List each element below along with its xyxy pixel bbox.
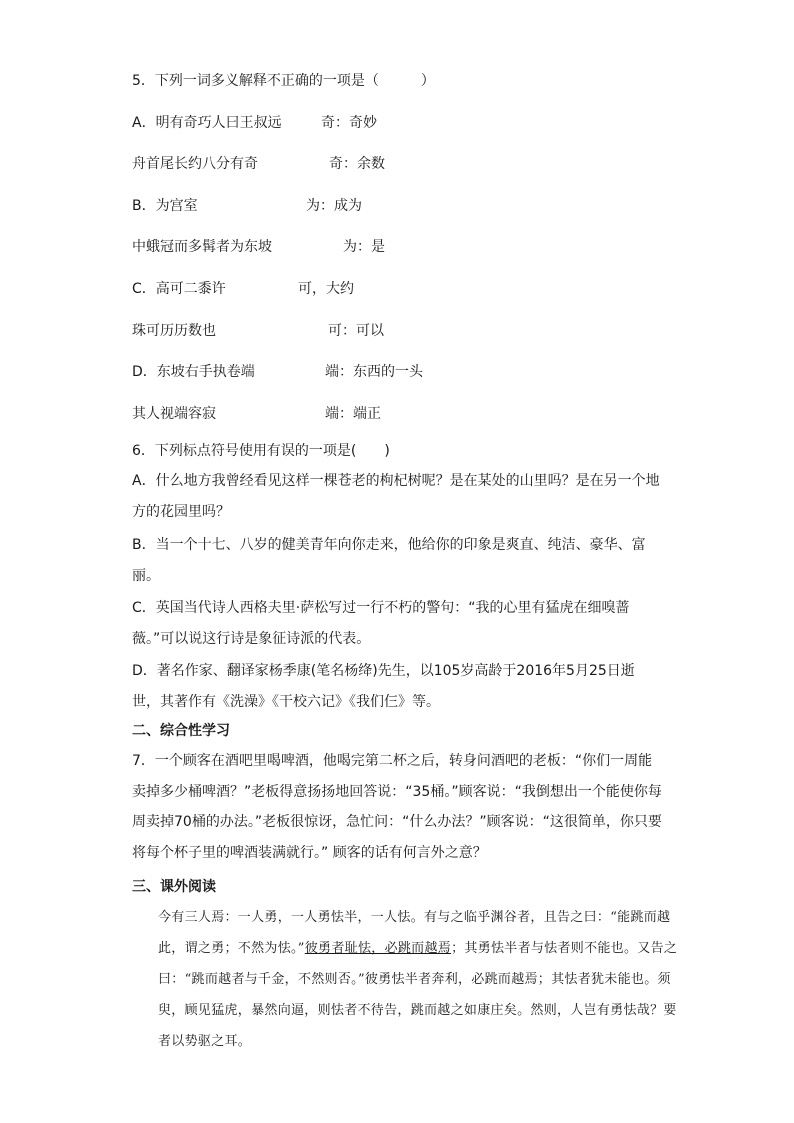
q5-row-d1-text: D．东坡右手执卷端 [132,364,255,380]
q5-row-b2 [132,237,632,257]
q5-row-c1-meaning: 可，大约 [298,281,354,297]
q6-stem: 6．下列标点符号使用有误的一项是( ) [132,443,390,459]
section-2-title: 二、综合性学习 [132,723,230,739]
q5-row-d2-meaning: 端：端正 [325,406,381,422]
reading-passage [132,902,688,1057]
q6-option-d: D．著名作家、翻译家杨季康(笔名杨绛)先生，以105岁高龄于2016年5月25日逝世，其著作有《洗澡》《干校六记》《我们仨》等。 [132,663,635,710]
q5-row-a2-text: 舟首尾长约八分有奇 [132,156,258,172]
q5-row-b2-text: 中蛾冠而多髯者为东坡 [132,239,272,255]
q6-option-b: B．当一个十七、八岁的健美青年向你走来，他给你的印象是爽直、纯洁、豪华、富丽。 [132,537,646,584]
q5-row-c2-text: 珠可历历数也 [132,323,216,339]
q5-row-b1-meaning: 为：成为 [306,198,362,214]
q7-text: 7．一个顾客在酒吧里喝啤酒，他喝完第二杯之后，转身问酒吧的老板：“你们一周能卖掉多少桶啤酒？”老板得意扬扬地回答说：“35桶。”顾客说：“我倒想出一个能使你每周卖掉70桶的办法。”老板很惊讶，急忙问：“什么办法？”顾客说：“这很简单，你只要将每个杯子里的啤酒装满就行。” 顾客的话有何言外之意？ [132,753,662,861]
q5-row-b1-text: B．为宫室 [132,198,198,214]
q5-row-d2-text: 其人视端容寂 [132,406,216,422]
q6-option-a: A．什么地方我曾经看见这样一棵苍老的枸杞树呢？是在某处的山里吗？是在另一个地方的花园里吗？ [132,473,660,520]
q5-row-d2 [132,404,632,424]
q5-row-d1 [132,362,632,382]
q5-row-c2-meaning: 可：可以 [328,323,384,339]
q5-row-c2 [132,321,632,341]
q5-row-b2-meaning: 为：是 [343,239,385,255]
q6-option-c: C．英国当代诗人西格夫里·萨松写过一行不朽的警句：“我的心里有猛虎在细嗅蔷薇。”可以说这行诗是象征诗派的代表。 [132,600,630,647]
q5-row-b1 [132,196,632,216]
passage-part-1: 今有三人焉：一人勇，一人勇怯半，一人怯。有与之临乎渊谷者，且告之曰：“能跳而越此，谓之勇；不然为怯。” [158,910,671,956]
q5-row-a1-text: A．明有奇巧人曰王叔远 [132,115,282,131]
passage-underlined-sentence: 彼勇者耻怯，必跳而越焉 [304,941,452,956]
q5-row-a2 [132,154,632,174]
passage-part-2: ；其勇怯半者与怯者则不能也。又告之曰：“跳而越者与千金，不然则否。”彼勇怯半者奔利，必跳而越焉；其怯者犹未能也。须臾，顾见猛虎，暴然向逼，则怯者不待告，跳而越之如康庄矣。然则，人岂有勇怯哉？要者以势驱之耳。 [158,941,678,1049]
section-3-title: 三、课外阅读 [132,879,216,895]
q5-row-c1-text: C．高可二黍许 [132,281,226,297]
q5-row-d1-meaning: 端：东西的一头 [325,364,423,380]
q5-row-a1 [132,113,632,133]
q5-row-a1-meaning: 奇：奇妙 [321,115,377,131]
q5-stem: 5．下列一词多义解释不正确的一项是（ ） [132,73,435,89]
q5-row-c1 [132,279,632,299]
q5-row-a2-meaning: 奇：余数 [329,156,385,172]
